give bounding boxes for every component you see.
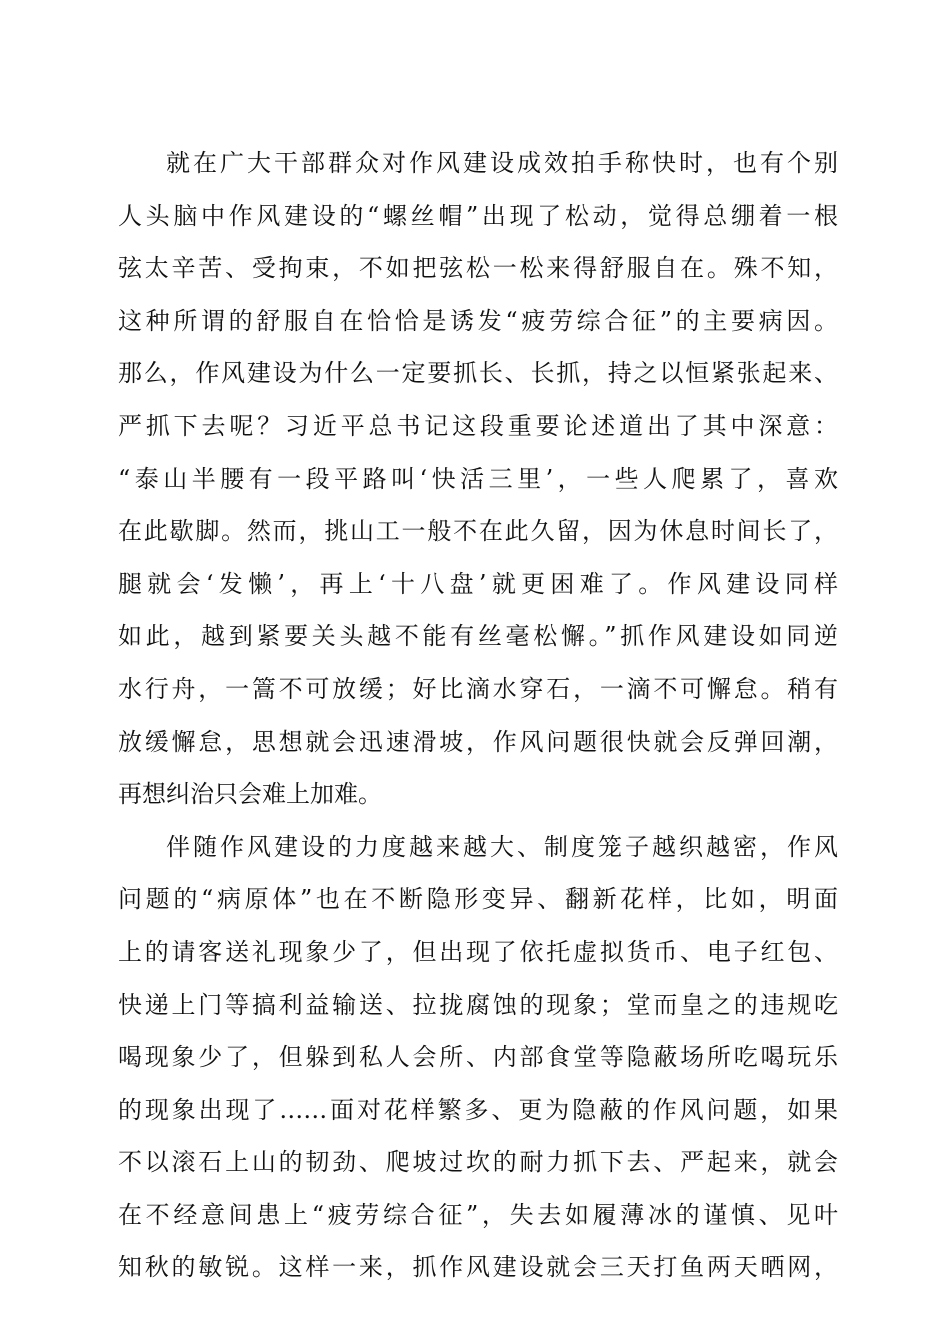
document-body (118, 137, 838, 1294)
text-line: 水行舟，一篙不可放缓；好比滴水穿石，一滴不可懈怠。稍有 (118, 674, 838, 703)
text-line: 知秋的敏锐。这样一来，抓作风建设就会三天打鱼两天晒网， (118, 1253, 838, 1282)
text-line: 上的请客送礼现象少了，但出现了依托虚拟货币、电子红包、 (118, 937, 838, 966)
text-line: 的现象出现了……面对花样繁多、更为隐蔽的作风问题，如果 (118, 1095, 838, 1124)
text-line: 弦太辛苦、受拘束，不如把弦松一松来得舒服自在。殊不知， (118, 254, 838, 283)
text-line: 那么，作风建设为什么一定要抓长、长抓，持之以恒紧张起来、 (118, 359, 838, 388)
text-line: 这种所谓的舒服自在恰恰是诱发“疲劳综合征”的主要病因。 (118, 306, 838, 335)
text-line: 如此，越到紧要关头越不能有丝毫松懈。”抓作风建设如同逆 (118, 622, 838, 651)
text-line: 严抓下去呢？习近平总书记这段重要论述道出了其中深意： (118, 411, 838, 440)
text-line: 问题的“病原体”也在不断隐形变异、翻新花样，比如，明面 (118, 885, 838, 914)
text-line: “泰山半腰有一段平路叫‘快活三里’，一些人爬累了，喜欢 (118, 464, 838, 493)
text-line: 快递上门等搞利益输送、拉拢腐蚀的现象；堂而皇之的违规吃 (118, 990, 838, 1019)
text-line: 在不经意间患上“疲劳综合征”，失去如履薄冰的谨慎、见叶 (118, 1200, 838, 1229)
text-line: 再想纠治只会难上加难。 (118, 780, 382, 809)
text-line: 伴随作风建设的力度越来越大、制度笼子越织越密，作风 (166, 832, 838, 861)
text-line: 腿就会‘发懒’，再上‘十八盘’就更困难了。作风建设同样 (118, 569, 838, 598)
text-line: 就在广大干部群众对作风建设成效拍手称快时，也有个别 (166, 149, 838, 177)
text-line: 不以滚石上山的韧劲、爬坡过坎的耐力抓下去、严起来，就会 (118, 1148, 838, 1177)
text-line: 人头脑中作风建设的“螺丝帽”出现了松动，觉得总绷着一根 (118, 201, 838, 230)
text-line: 在此歇脚。然而，挑山工一般不在此久留，因为休息时间长了， (118, 517, 838, 546)
paragraph (118, 821, 838, 1294)
paragraph (118, 137, 838, 821)
text-line: 放缓懈怠，思想就会迅速滑坡，作风问题很快就会反弹回潮， (118, 727, 838, 756)
text-line: 喝现象少了，但躲到私人会所、内部食堂等隐蔽场所吃喝玩乐 (118, 1043, 838, 1072)
